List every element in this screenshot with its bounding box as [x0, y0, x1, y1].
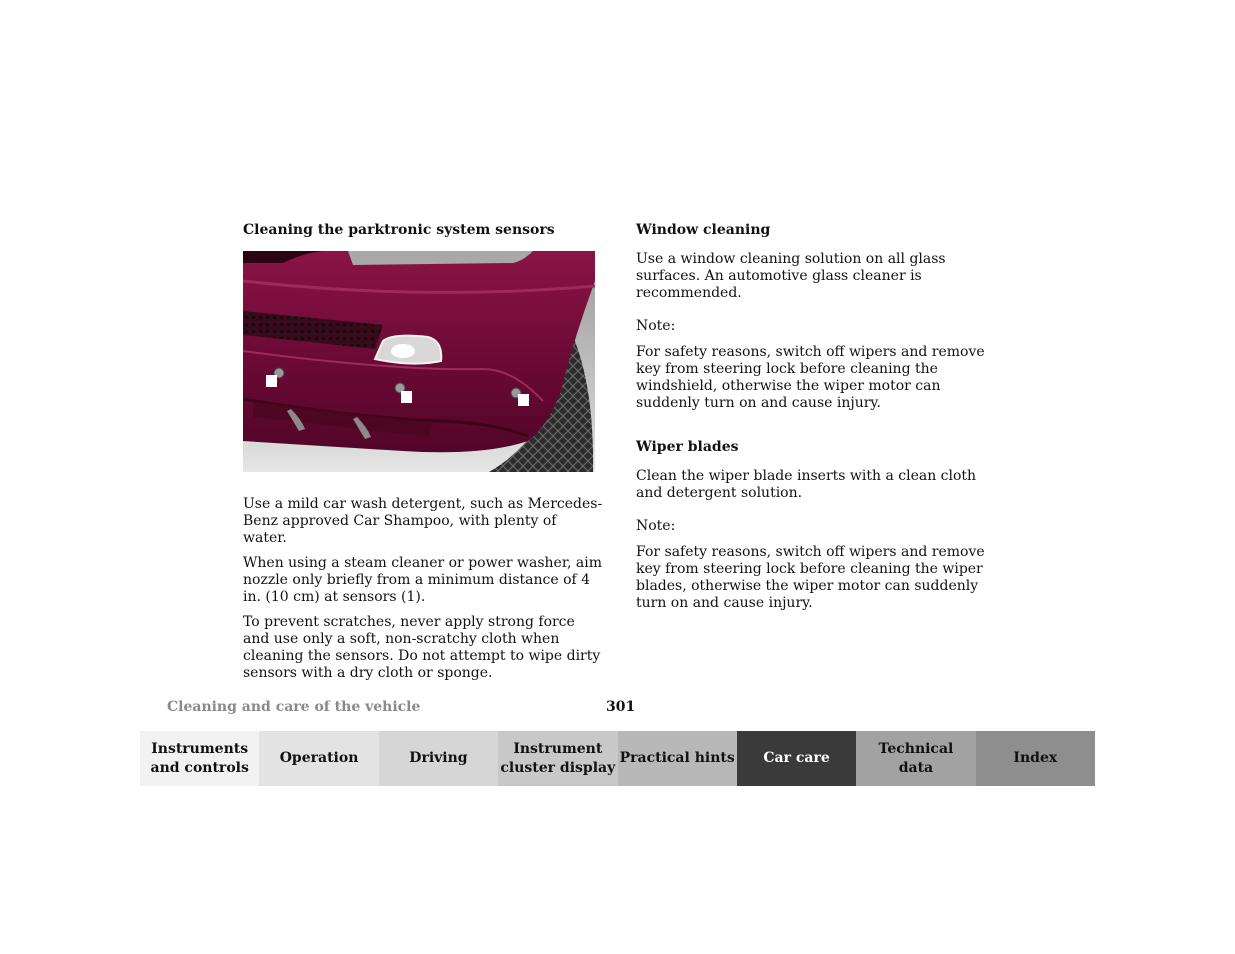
tab-instruments-and-controls[interactable]: Instruments and controls [140, 731, 259, 786]
chapter-nav [140, 731, 1095, 786]
tab-instrument-cluster-display[interactable]: Instrument cluster display [498, 731, 617, 786]
window-note-label: Note: [636, 318, 676, 334]
wiper-note-text: For safety reasons, switch off wipers and remove key from steering lock before cleaning the wiper blades, otherwise the wiper motor can suddenly turn on and cause injury. [636, 544, 985, 611]
section-title: Cleaning and care of the vehicle [167, 699, 421, 715]
tab-index[interactable]: Index [976, 731, 1095, 786]
wiper-blades-heading: Wiper blades [636, 439, 739, 455]
window-cleaning-text: Use a window cleaning solution on all glass surfaces. An automotive glass cleaner is recommended. [636, 251, 946, 301]
page-number: 301 [606, 699, 636, 715]
tab-car-care[interactable]: Car care [737, 731, 856, 786]
bumper-sensors-image [243, 251, 595, 472]
wiper-blades-text: Clean the wiper blade inserts with a clean cloth and detergent solution. [636, 468, 977, 501]
parktronic-heading: Cleaning the parktronic system sensors [243, 222, 555, 238]
tab-technical-data[interactable]: Technical data [856, 731, 975, 786]
left-column [243, 221, 603, 690]
tab-driving[interactable]: Driving [379, 731, 498, 786]
window-note-text: For safety reasons, switch off wipers and remove key from steering lock before cleaning the windshield, otherwise the wiper motor can suddenly turn on and cause injury. [636, 344, 985, 411]
wiper-note-label: Note: [636, 518, 676, 534]
tab-operation[interactable]: Operation [259, 731, 378, 786]
window-cleaning-heading: Window cleaning [636, 222, 771, 238]
detergent-paragraph: Use a mild car wash detergent, such as Mercedes-Benz approved Car Shampoo, with plenty of water. [243, 496, 603, 546]
tab-practical-hints[interactable]: Practical hints [618, 731, 737, 786]
scratches-paragraph: To prevent scratches, never apply strong force and use only a soft, non-scratchy cloth when cleaning the sensors. Do not attempt to wipe dirty sensors with a dry cloth or sponge. [243, 614, 601, 681]
right-column [636, 221, 1000, 620]
steam-cleaner-paragraph: When using a steam cleaner or power washer, aim nozzle only briefly from a minimum distance of 4 in. (10 cm) at sensors (1). [243, 555, 602, 605]
